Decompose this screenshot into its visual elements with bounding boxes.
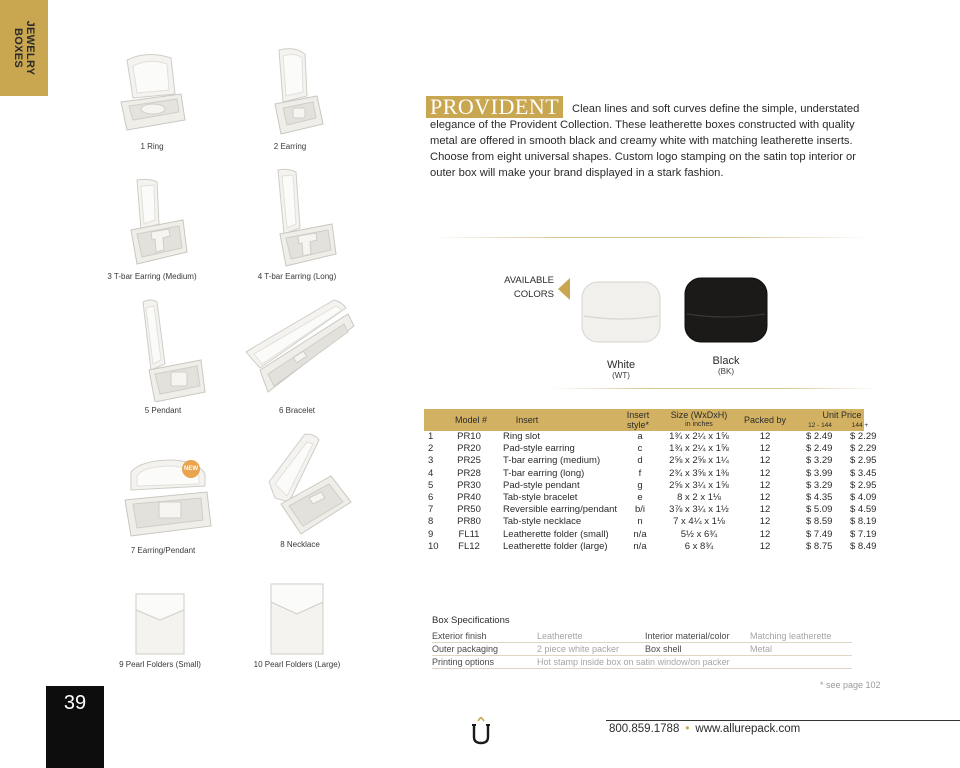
- product-caption: 1 Ring: [140, 142, 164, 151]
- cell-size: 1¾ x 2¼ x 1⅝: [669, 443, 729, 455]
- cell-p1: $ 3.29: [806, 455, 833, 467]
- header-price: Unit Price: [822, 410, 862, 420]
- cell-p2: $ 4.59: [850, 504, 877, 516]
- contact-info: [609, 723, 800, 735]
- cell-p2: $ 2.95: [850, 479, 877, 491]
- product-bracelet: [222, 298, 372, 415]
- pendant-box-image: [113, 298, 213, 402]
- cell-p1: $ 4.35: [806, 491, 833, 503]
- product-folder-small: [85, 590, 235, 669]
- cell-style: n: [637, 516, 643, 528]
- cell-p1: $ 3.29: [806, 479, 833, 491]
- arrow-icon: [558, 278, 570, 300]
- product-caption: 6 Bracelet: [278, 406, 316, 415]
- brand-title: PROVIDENT: [426, 96, 563, 118]
- footer-divider: [606, 720, 960, 721]
- cell-size: 6 x 8¾: [684, 540, 714, 552]
- cell-p1: $ 8.59: [806, 516, 833, 528]
- cell-p2: $ 8.19: [850, 516, 877, 528]
- cell-style: a: [637, 431, 643, 442]
- cell-packed: 12: [759, 491, 771, 503]
- table-row: [424, 455, 877, 467]
- divider: [430, 237, 870, 238]
- cell-size: 7 x 4¼ x 1⅛: [673, 516, 725, 528]
- cell-insert: T-bar earring (long): [503, 467, 585, 479]
- spec-l1: Printing options: [432, 657, 495, 667]
- color-swatch-black: [676, 272, 776, 376]
- header-size: Size (WxDxH): [670, 410, 728, 420]
- cell-packed: 12: [759, 540, 771, 552]
- header-size-sub: in inches: [685, 421, 713, 428]
- spec-row: [432, 630, 852, 643]
- bracelet-box-image: [238, 298, 356, 402]
- spec-row: [432, 643, 852, 656]
- intro-paragraph: Clean lines and soft curves define the simple, understated elegance of the Provident Collection. These leatherette boxes constructed with quality metal are offered in smooth black and creamy white with matching leatherette inserts. Choose from eight universal shapes. Custom logo stamping on the satin top interior or outer box will make your brand displayed in a stark fashion.: [430, 103, 860, 179]
- cell-size: 1¾ x 2¼ x 1⅝: [669, 431, 729, 442]
- table-row: [424, 431, 877, 443]
- website-link[interactable]: www.allurepack.com: [695, 723, 801, 735]
- product-caption: 8 Necklace: [280, 540, 320, 549]
- cell-model: FL11: [458, 528, 480, 540]
- table-row: [424, 516, 877, 528]
- product-caption: 3 T-bar Earring (Medium): [107, 272, 197, 281]
- color-name: White: [606, 359, 636, 371]
- cell-p2: $ 3.45: [850, 467, 877, 479]
- table-body: [424, 431, 877, 553]
- allure-logo-icon: [470, 717, 492, 745]
- cell-model: PR50: [457, 504, 481, 516]
- earring-box-image: [245, 48, 335, 138]
- black-box-image: [681, 272, 771, 346]
- cell-style: d: [637, 455, 643, 467]
- cell-size: 3⅞ x 3¼ x 1½: [669, 504, 729, 516]
- table-row: [424, 467, 877, 480]
- table-row: [424, 528, 877, 541]
- cell-p2: $ 4.09: [850, 491, 877, 503]
- cell-style: f: [638, 467, 642, 479]
- cell-insert: Tab-style necklace: [503, 516, 582, 528]
- product-necklace: [225, 432, 375, 549]
- header-price-col2: 144 +: [851, 422, 869, 429]
- cell-n: 10: [428, 540, 439, 552]
- cell-p1: $ 2.49: [806, 443, 833, 455]
- cell-packed: 12: [759, 528, 771, 540]
- section-tab: [0, 0, 48, 96]
- specs-rows: [432, 630, 852, 669]
- cell-p2: $ 7.19: [850, 528, 877, 540]
- cell-packed: 12: [759, 455, 771, 467]
- cell-style: c: [637, 443, 643, 455]
- new-badge: NEW: [182, 460, 200, 478]
- cell-p1: $ 7.49: [806, 528, 833, 540]
- specs-title: Box Specifications: [432, 615, 510, 626]
- cell-model: FL12: [458, 540, 480, 552]
- available-colors-text: AVAILABLE COLORS: [504, 275, 554, 300]
- color-name: Black: [712, 355, 740, 367]
- cell-p2: $ 2.29: [850, 443, 877, 455]
- cell-packed: 12: [759, 516, 771, 528]
- cell-insert: T-bar earring (medium): [503, 455, 601, 467]
- cell-insert: Pad-style earring: [503, 443, 575, 455]
- separator-dot: •: [685, 723, 690, 735]
- product-tbar-long: [222, 168, 372, 281]
- cell-p1: $ 3.99: [806, 467, 833, 479]
- cell-p2: $ 2.29: [850, 431, 877, 442]
- product-earring: [215, 48, 365, 151]
- spec-v2: Matching leatherette: [750, 631, 832, 641]
- cell-n: 9: [428, 528, 434, 540]
- tbar-long-box-image: [252, 168, 342, 268]
- product-caption: 4 T-bar Earring (Long): [257, 272, 337, 281]
- cell-packed: 12: [759, 504, 771, 516]
- cell-n: 8: [428, 516, 434, 528]
- product-pendant: [88, 298, 238, 415]
- cell-size: 2¾ x 3⅝ x 1⅜: [669, 467, 729, 479]
- header-insert: Insert: [515, 415, 539, 425]
- cell-model: PR25: [457, 455, 481, 467]
- cell-model: PR30: [457, 479, 481, 491]
- box-specifications: [432, 615, 852, 669]
- spec-row: [432, 656, 852, 669]
- product-ring: [77, 50, 227, 151]
- header-price-col1: 12 - 144: [808, 422, 832, 429]
- cell-p2: $ 8.49: [850, 540, 877, 552]
- cell-packed: 12: [759, 467, 771, 479]
- cell-model: PR20: [457, 443, 481, 455]
- cell-size: 2⅝ x 2⅝ x 1¼: [669, 455, 729, 467]
- cell-model: PR28: [457, 467, 481, 479]
- cell-size: 5½ x 6¾: [680, 528, 718, 540]
- header-packed: Packed by: [743, 415, 787, 425]
- product-folder-large: [222, 580, 372, 669]
- cell-p1: $ 2.49: [806, 431, 833, 442]
- cell-n: 5: [428, 479, 434, 491]
- cell-n: 6: [428, 491, 434, 503]
- cell-n: 4: [428, 467, 434, 479]
- white-box-image: [578, 276, 664, 346]
- table-header: [424, 409, 869, 431]
- cell-size: 2⅝ x 3¼ x 1⅝: [669, 479, 729, 491]
- spec-v1: Hot stamp inside box on satin window/on packer: [537, 657, 730, 667]
- cell-insert: Tab-style bracelet: [503, 491, 578, 503]
- table-row: [424, 540, 877, 553]
- product-caption: 5 Pendant: [144, 406, 182, 415]
- cell-model: PR10: [457, 431, 481, 442]
- header-style: Insert style*: [626, 410, 650, 430]
- cell-size: 8 x 2 x 1⅛: [677, 491, 721, 503]
- spec-l2: Interior material/color: [645, 631, 730, 641]
- cell-model: PR40: [457, 491, 481, 503]
- necklace-box-image: [245, 432, 355, 536]
- table-row: [424, 443, 877, 455]
- cell-model: PR80: [457, 516, 481, 528]
- cell-style: n/a: [633, 528, 647, 540]
- divider: [550, 388, 880, 389]
- product-caption: 9 Pearl Folders (Small): [119, 660, 201, 669]
- folder-small-image: [130, 590, 190, 656]
- cell-n: 7: [428, 504, 434, 516]
- color-swatch-white: [571, 276, 671, 380]
- cell-style: n/a: [633, 540, 647, 552]
- tbar-box-image: [107, 178, 197, 268]
- swatch-fill: [582, 282, 660, 342]
- spec-v1: Leatherette: [537, 631, 583, 641]
- cell-p2: $ 2.95: [850, 455, 877, 467]
- phone-number: 800.859.1788: [609, 723, 680, 735]
- product-tbar-medium: [77, 178, 227, 281]
- table-row: [424, 504, 877, 516]
- cell-n: 3: [428, 455, 434, 467]
- product-caption: 10 Pearl Folders (Large): [253, 660, 341, 669]
- product-caption: 7 Earring/Pendant: [130, 546, 196, 555]
- cell-style: g: [637, 479, 643, 491]
- cell-p1: $ 5.09: [806, 504, 833, 516]
- cell-insert: Reversible earring/pendant: [503, 504, 618, 516]
- folder-large-image: [265, 580, 329, 656]
- cell-packed: 12: [759, 479, 771, 491]
- footnote: * see page 102: [820, 680, 881, 690]
- cell-style: e: [637, 491, 643, 503]
- cell-insert: Leatherette folder (large): [503, 540, 608, 552]
- product-earring-pendant: [88, 456, 238, 555]
- cell-n: 2: [428, 443, 434, 455]
- cell-packed: 12: [759, 443, 771, 455]
- spec-v1: 2 piece white packer: [537, 644, 620, 654]
- spec-v2: Metal: [750, 644, 773, 654]
- cell-insert: Ring slot: [503, 431, 540, 442]
- price-table: [424, 409, 877, 553]
- ring-box-image: [107, 50, 197, 138]
- table-row: [424, 479, 877, 492]
- color-code: (BK): [718, 367, 734, 376]
- spec-l1: Outer packaging: [432, 644, 499, 654]
- page-number: 39: [63, 692, 87, 714]
- cell-style: b/i: [634, 504, 646, 516]
- header-model: Model #: [454, 415, 488, 425]
- cell-n: 1: [428, 431, 434, 442]
- cell-insert: Leatherette folder (small): [503, 528, 609, 540]
- available-colors-label: [498, 274, 554, 302]
- product-caption: 2 Earring: [273, 142, 307, 151]
- page-number-block: [46, 686, 104, 768]
- cell-p1: $ 8.75: [806, 540, 833, 552]
- section-tab-label: JEWELRY BOXES: [12, 20, 36, 76]
- spec-l1: Exterior finish: [432, 631, 487, 641]
- spec-l2: Box shell: [645, 644, 682, 654]
- cell-insert: Pad-style pendant: [503, 479, 580, 491]
- swatch-fill: [685, 278, 767, 342]
- table-row: [424, 491, 877, 504]
- cell-packed: 12: [759, 431, 771, 442]
- color-code: (WT): [612, 371, 630, 380]
